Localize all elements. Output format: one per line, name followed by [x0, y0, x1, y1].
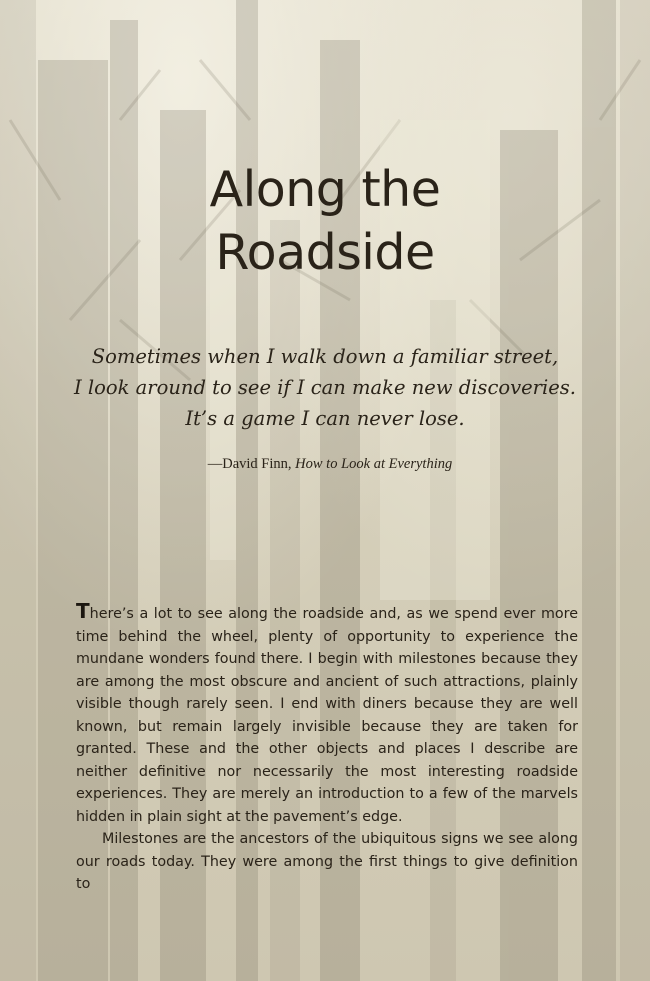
chapter-title-line-2: Roadside [215, 224, 435, 281]
attribution-work-title: How to Look at Everything [295, 456, 453, 472]
paragraph-2: Milestones are the ancestors of the ubiquitous signs we see along our roads today. They were among the first things to give definition to [76, 831, 578, 892]
epigraph-attribution [100, 456, 560, 473]
epigraph-line: I look around to see if I can make new discoveries. [74, 376, 576, 399]
paragraph-1 [76, 600, 578, 828]
paragraph-1-text: here’s a lot to see along the roadside and, as we spend ever more time behind the wheel, plenty of opportunity to experience the mundane wonders found there. I begin with milestones because they are among the most obscure and ancient of such attractions, plainly visible though rarely seen. I end with diners because they are well known, but remain largely invisible because they are taken for granted. These and the other objects and places I describe are neither definitive nor necessarily the most interesting roadside experiences. They are merely an introduction to a few of the marvels hidden in plain sight at the pavement’s edge. [76, 606, 578, 825]
epigraph-line: It’s a game I can never lose. [185, 407, 465, 430]
drop-cap-letter: T [76, 599, 90, 623]
epigraph-quote [0, 341, 650, 434]
attribution-author: —David Finn, [207, 456, 292, 472]
chapter-title-line-1: Along the [209, 161, 441, 218]
epigraph-line: Sometimes when I walk down a familiar street, [91, 345, 559, 368]
chapter-title [0, 158, 650, 284]
body-text [76, 600, 578, 896]
